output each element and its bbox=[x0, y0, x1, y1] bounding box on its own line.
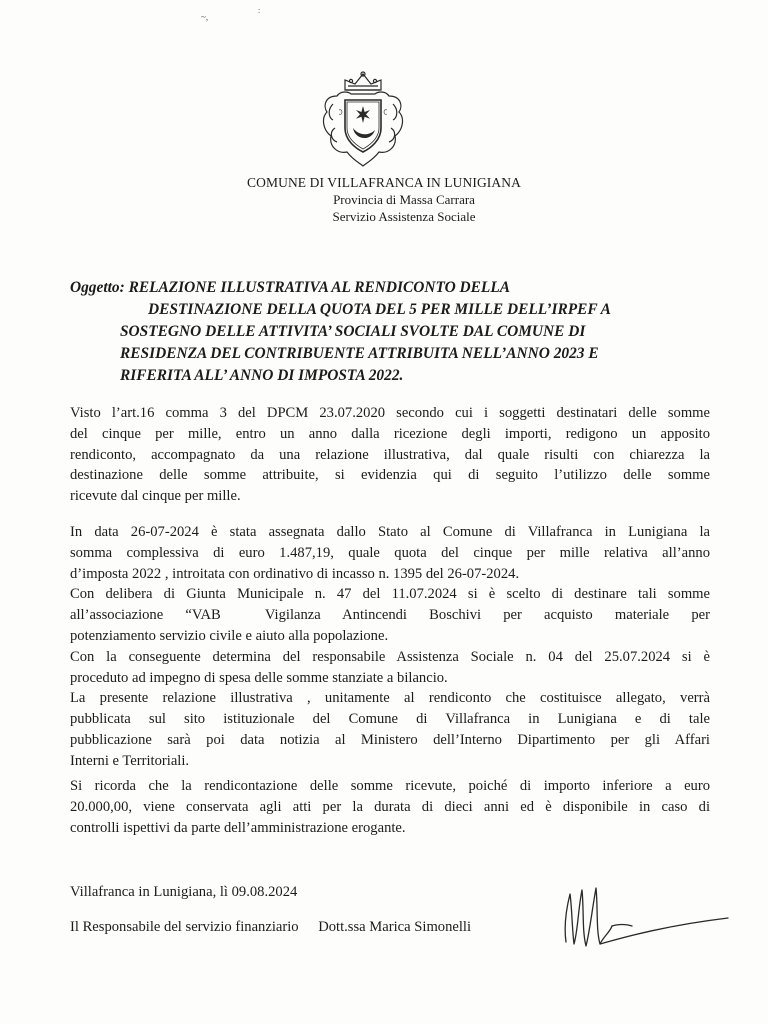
subject-label: Oggetto: bbox=[70, 279, 125, 296]
text-line: Si ricorda che la rendicontazione delle somme ricevute, poiché di importo inferiore a euro bbox=[70, 778, 710, 794]
signatory-line bbox=[70, 919, 471, 936]
signatory-role: Il Responsabile del servizio finanziario bbox=[70, 919, 299, 935]
subject-line: RIFERITA ALL’ ANNO DI IMPOSTA 2022. bbox=[120, 367, 404, 384]
text-line: potenziamento servizio civile e aiuto alla popolazione. bbox=[70, 627, 389, 644]
subject-line bbox=[70, 277, 710, 299]
subject-block bbox=[70, 277, 710, 387]
scan-artifact: ~, bbox=[201, 12, 209, 22]
paragraph-intro bbox=[70, 403, 710, 507]
text-line: rendiconto, accompagnato da una relazione illustrativa, dal quale risulti con chiarezza la bbox=[70, 446, 710, 463]
paragraph-allocation bbox=[70, 522, 710, 772]
province-name: Provincia di Massa Carrara bbox=[333, 192, 475, 207]
place-date: Villafranca in Lunigiana, lì 09.08.2024 bbox=[70, 884, 298, 900]
subject-line: RESIDENZA DEL CONTRIBUENTE ATTRIBUITA NELL’ANNO 2023 E bbox=[120, 345, 599, 362]
text-line: Interni e Territoriali. bbox=[70, 752, 190, 769]
text-line: controlli ispettivi da parte dell’amministrazione erogante. bbox=[70, 819, 406, 836]
municipality-name: COMUNE DI VILLAFRANCA IN LUNIGIANA bbox=[247, 175, 521, 190]
text-line: pubblicata sul sito istituzionale del Comune di Villafranca in Lunigiana e di tale bbox=[70, 711, 710, 728]
text-line: del cinque per mille, entro un anno dalla ricezione degli importi, redigono un apposito bbox=[70, 425, 710, 442]
text-line: ricevute dal cinque per mille. bbox=[70, 488, 241, 505]
text-line: La presente relazione illustrativa , unitamente al rendiconto che costituisce allegato, verrà bbox=[70, 690, 710, 707]
municipal-coat-of-arms-icon bbox=[315, 66, 411, 170]
paragraph-retention bbox=[70, 776, 710, 838]
text-line: proceduto ad impegno di spesa delle somme stanziate a bilancio. bbox=[70, 669, 448, 686]
handwritten-signature-icon bbox=[552, 880, 732, 960]
subject-line: DESTINAZIONE DELLA QUOTA DEL 5 PER MILLE DELL’IRPEF A bbox=[148, 301, 611, 318]
text-line: 20.000,00, viene conservata agli atti per la durata di dieci anni ed è disponibile in caso di bbox=[70, 798, 710, 815]
subject-line: SOSTEGNO DELLE ATTIVITA’ SOCIALI SVOLTE DAL COMUNE DI bbox=[120, 323, 586, 340]
signatory-name: Dott.ssa Marica Simonelli bbox=[318, 919, 472, 935]
text-line: Visto l’art.16 comma 3 del DPCM 23.07.2020 secondo cui i soggetti destinatari delle somme bbox=[70, 405, 710, 421]
subject-text: RELAZIONE ILLUSTRATIVA AL RENDICONTO DELLA bbox=[128, 279, 510, 296]
text-line: Con la conseguente determina del responsabile Assistenza Sociale n. 04 del 25.07.2024 si è bbox=[70, 648, 710, 665]
text-line: Con delibera di Giunta Municipale n. 47 del 11.07.2024 si è scelto di destinare tali somme bbox=[70, 586, 710, 603]
text-line: pubblicazione sarà poi data notizia al Ministero dell’Interno Dipartimento per gli Affari bbox=[70, 731, 710, 748]
text-line: In data 26-07-2024 è stata assegnata dallo Stato al Comune di Villafranca in Lunigiana la bbox=[70, 524, 710, 540]
text-line: somma complessiva di euro 1.487,19, quale quota del cinque per mille relativa all’anno bbox=[70, 544, 710, 561]
service-name: Servizio Assistenza Sociale bbox=[332, 209, 476, 224]
text-line: all’associazione “VAB Vigilanza Antincendi Boschivi per acquisto materiale per bbox=[70, 607, 710, 624]
text-line: d’imposta 2022 , introitata con ordinativo di incasso n. 1395 del 26-07-2024. bbox=[70, 565, 520, 582]
scan-artifact: : bbox=[258, 6, 261, 15]
text-line: destinazione delle somme attribuite, si evidenzia qui di seguito l’utilizzo delle somme bbox=[70, 467, 710, 484]
letterhead bbox=[0, 174, 768, 225]
